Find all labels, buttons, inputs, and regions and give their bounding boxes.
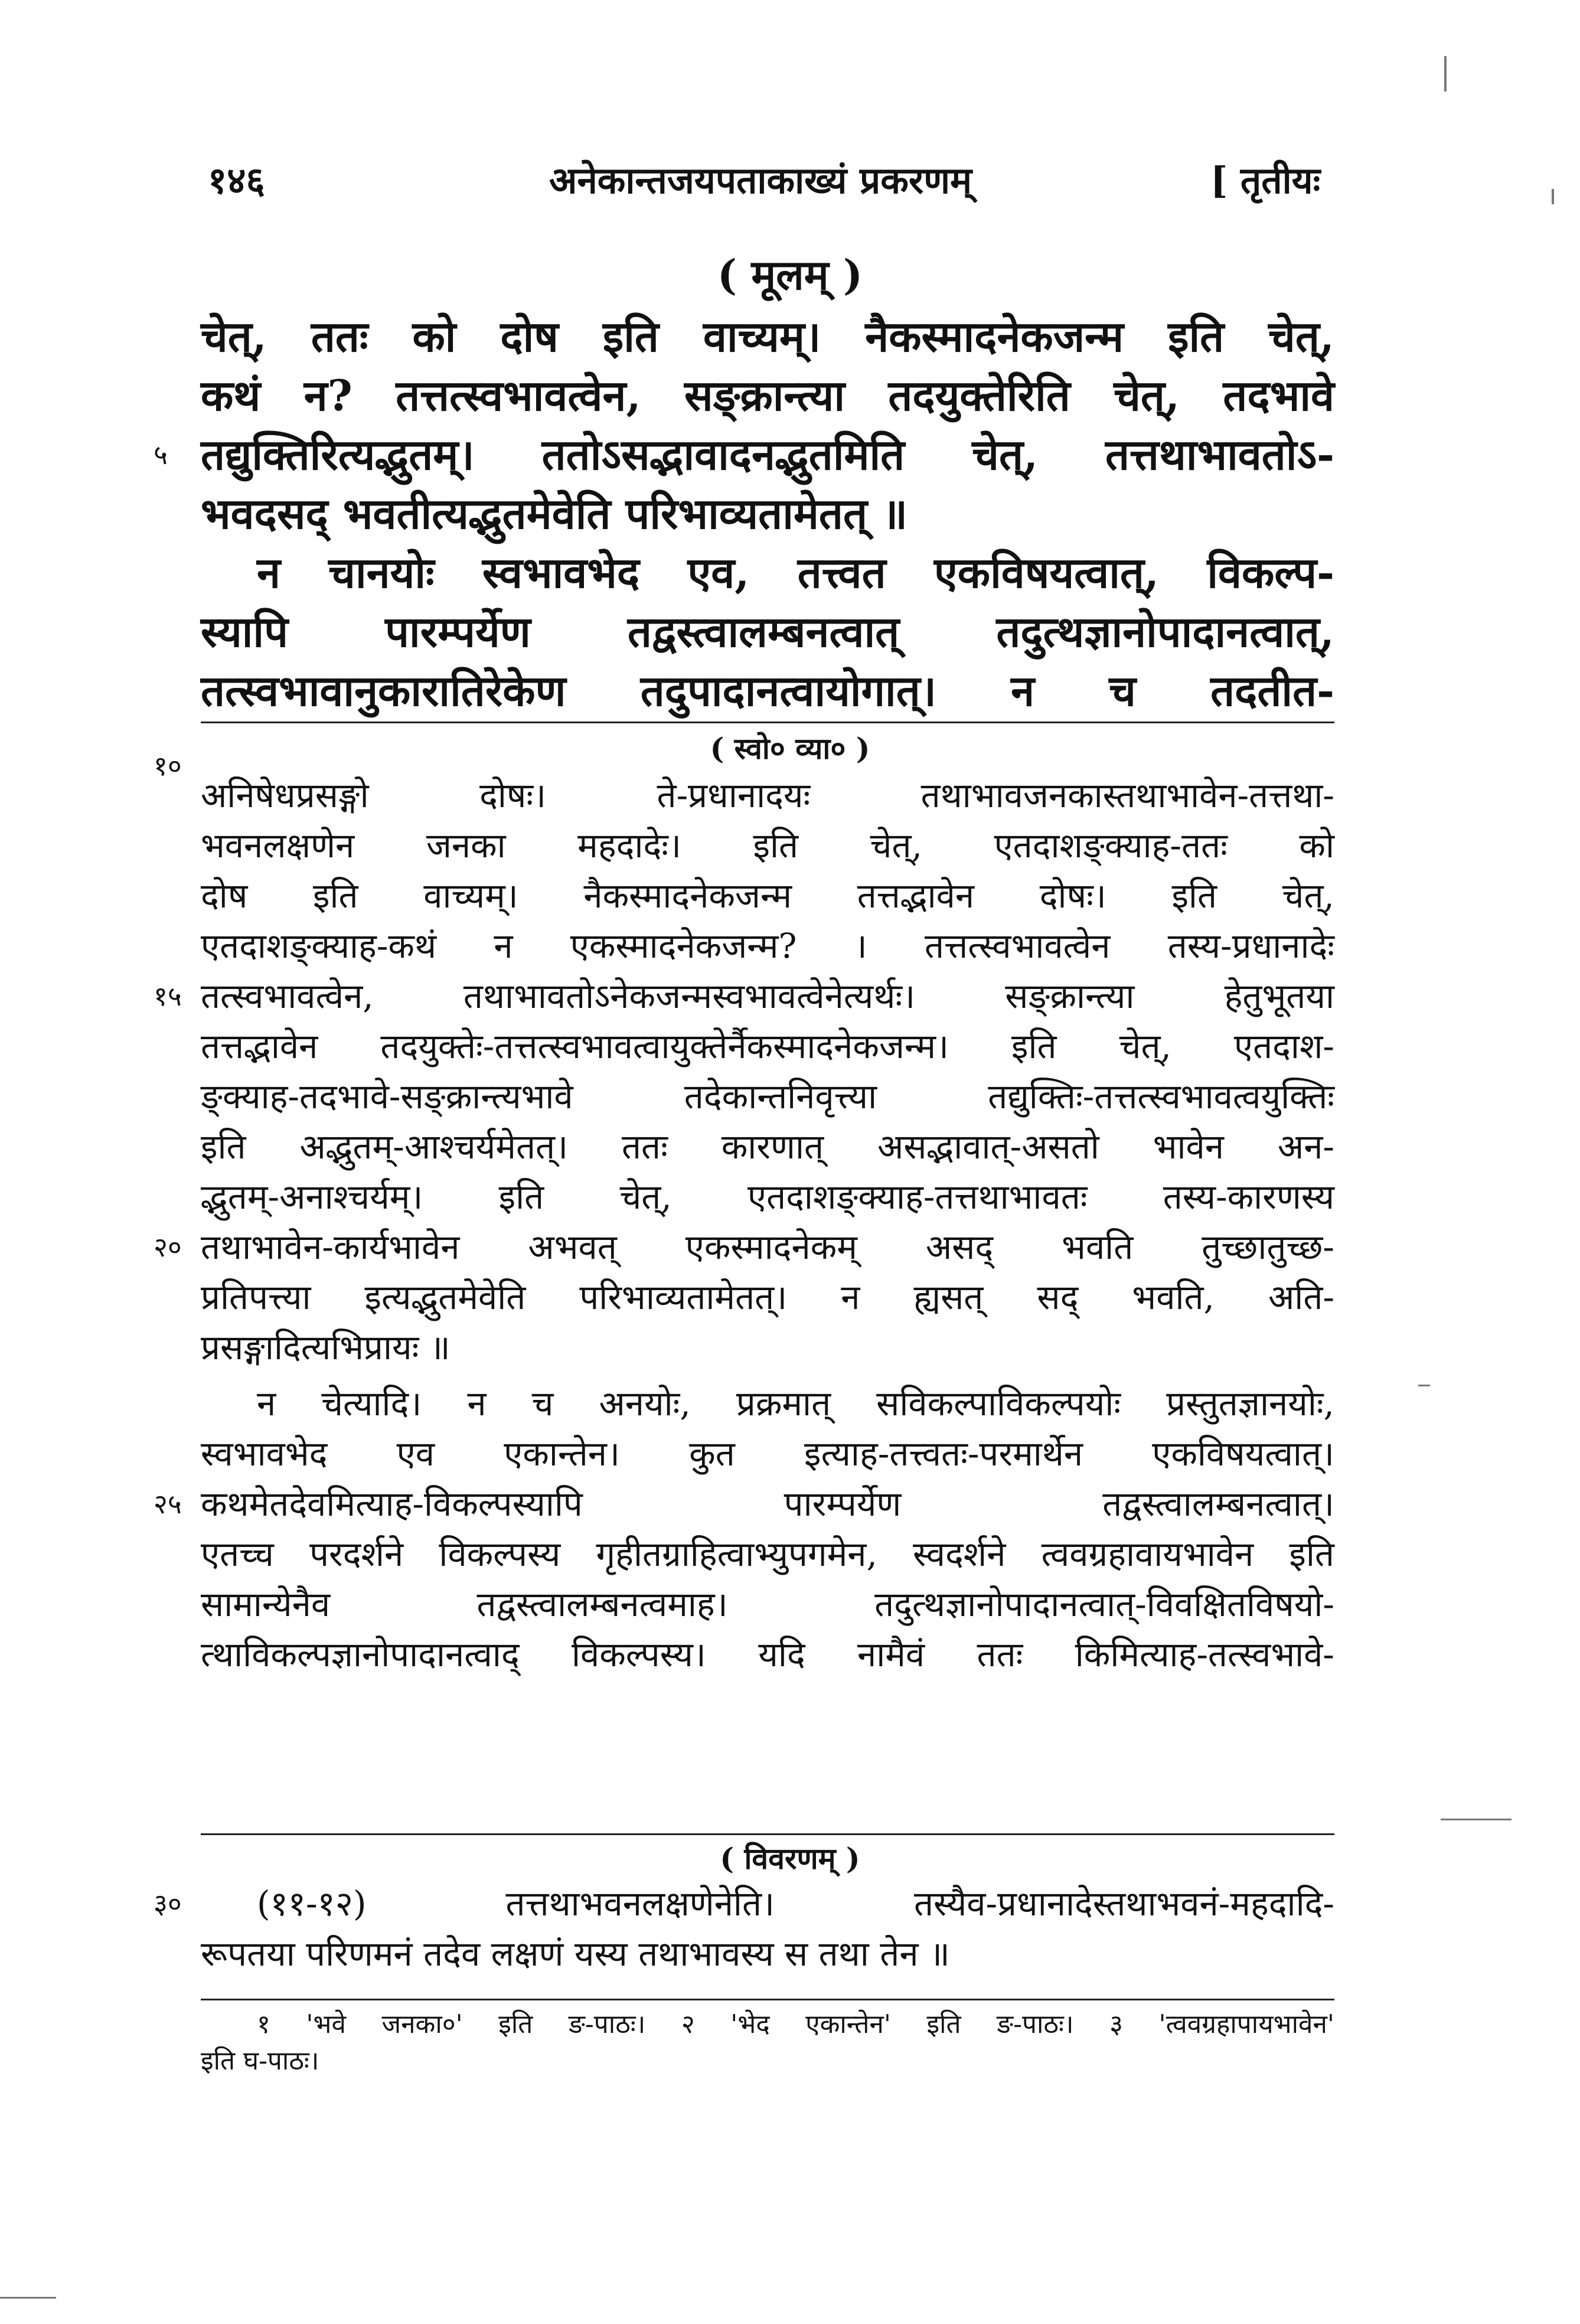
mula-line: ५ तद्युक्तिरित्यद्भुतम्। ततोऽसद्भावादनद्भुतमिति चेत्, तत्तथाभावतोऽ- <box>201 425 1334 484</box>
commentary-line: प्रसङ्गादित्यभिप्रायः ॥ <box>201 1327 451 1367</box>
line-number: १५ <box>154 980 182 1012</box>
section-divider <box>201 1833 1334 1835</box>
commentary-line: २५ कथमेतदेवमित्याह-विकल्पस्यापि पारम्पर्येण तद्वस्त्वालम्बनत्वात्। <box>201 1479 1334 1529</box>
commentary-heading: ( स्वो० व्या० ) <box>710 731 870 766</box>
commentary-line: दोष इति वाच्यम्। नैकस्मादनेकजन्म तत्तद्भावेन दोषः। इति चेत्, <box>201 876 1334 916</box>
commentary-line: १० अनिषेधप्रसङ्गो दोषः। ते-प्रधानादयः तथाभावजनकास्तथाभावेन-तत्तथा- <box>201 771 1334 821</box>
mula-heading: ( मूलम् ) <box>717 250 863 299</box>
commentary-line: एतदाशङ्क्याह-कथं न एकस्मादनेकजन्म? । तत्तत्स्वभावत्वेन तस्य-प्रधानादेः <box>201 926 1334 966</box>
mula-line: भवदसद् भवतीत्यद्भुतमेवेति परिभाव्यतामेतत् ॥ <box>201 488 908 538</box>
chapter-label: [ तृतीयः <box>1210 159 1321 202</box>
footnote-line: १ 'भवे जनका०' इति ङ-पाठः। २ 'भेद एकान्तेन' इति ङ-पाठः। ३ 'त्ववग्रहापायभावेन' <box>257 2009 1334 2039</box>
commentary-line: ङ्क्याह-तदभावे-सङ्क्रान्त्यभावे तदेकान्तनिवृत्त्या तद्युक्तिः-तत्तत्स्वभावत्वयुक्तिः <box>201 1076 1334 1117</box>
commentary-line: इति अद्भुतम्-आश्चर्यमेतत्। ततः कारणात् असद्भावात्-असतो भावेन अन- <box>201 1127 1334 1167</box>
commentary-line: त्थाविकल्पज्ञानोपादानत्वाद् विकल्पस्य। यदि नामैवं ततः किमित्याह-तत्स्वभावे- <box>201 1634 1334 1675</box>
running-title: अनेकान्तजयपताकाख्यं प्रकरणम् <box>549 159 972 202</box>
mula-text <box>154 307 1334 720</box>
line-number: १० <box>154 750 182 782</box>
commentary-text <box>154 750 1334 1680</box>
commentary-line: भवनलक्षणेन जनका महदादेः। इति चेत्, एतदाशङ्क्याह-ततः को <box>201 825 1334 866</box>
commentary-line: न चेत्यादि। न च अनयोः, प्रक्रमात् सविकल्पाविकल्पयोः प्रस्तुतज्ञानयोः, <box>257 1383 1334 1424</box>
vivarana-line: रूपतया परिणमनं तदेव लक्षणं यस्य तथाभावस्य स तथा तेन ॥ <box>201 1934 950 1974</box>
commentary-line: द्भुतम्-अनाश्चर्यम्। इति चेत्, एतदाशङ्क्याह-तत्तथाभावतः तस्य-कारणस्य <box>201 1177 1334 1217</box>
line-number: ३० <box>154 1888 182 1920</box>
commentary-line: एतच्च परदर्शने विकल्पस्य गृहीतग्राहित्वाभ्युपगमेन, स्वदर्शने त्ववग्रहावायभावेन इति <box>201 1534 1334 1574</box>
scan-mark <box>1444 56 1447 92</box>
footnote-divider <box>201 1999 1334 2000</box>
mula-line: न चानयोः स्वभावभेद एव, तत्त्वत एकविषयत्वात्, विकल्प- <box>257 547 1334 598</box>
line-number: ५ <box>154 439 168 471</box>
scan-mark <box>0 2297 56 2299</box>
vivarana-text <box>154 1879 1334 1979</box>
footnotes <box>201 2006 1334 2080</box>
mula-line: स्यापि पारम्पर्येण तद्वस्त्वालम्बनत्वात् तदुत्थज्ञानोपादानत्वात्, <box>201 606 1334 657</box>
commentary-line: स्वभावभेद एव एकान्तेन। कुत इत्याह-तत्त्वतः-परमार्थेन एकविषयत्वात्। <box>201 1434 1334 1474</box>
commentary-line: प्रतिपत्त्या इत्यद्भुतमेवेति परिभाव्यतामेतत्। न ह्यसत् सद् भवति, अति- <box>201 1277 1334 1317</box>
vivarana-line: ३० (११-१२) तत्तथाभवनलक्षणेनेति। तस्यैव-प्रधानादेस्तथाभवनं-महदादि- <box>201 1879 1334 1929</box>
commentary-line: तत्तद्भावेन तदयुक्तेः-तत्तत्स्वभावत्वायुक्तेर्नैकस्मादनेकजन्म। इति चेत्, एतदाश- <box>201 1026 1334 1066</box>
commentary-line: २० तथाभावेन-कार्यभावेन अभवत् एकस्मादनेकम् असद् भवति तुच्छातुच्छ- <box>201 1222 1334 1272</box>
footnote-line: इति घ-पाठः। <box>201 2046 319 2076</box>
commentary-line: सामान्येनैव तद्वस्त्वालम्बनत्वमाह। तदुत्थज्ञानोपादानत्वात्-विवक्षितविषयो- <box>201 1584 1334 1624</box>
scan-mark <box>1552 189 1554 204</box>
mula-line: चेत्, ततः को दोष इति वाच्यम्। नैकस्मादनेकजन्म इति चेत्, <box>201 311 1334 361</box>
mula-line: तत्स्वभावानुकारातिरेकेण तदुपादानत्वायोगात्। न च तदतीत- <box>201 665 1334 716</box>
mula-line: कथं न? तत्तत्स्वभावत्वेन, सङ्क्रान्त्या तदयुक्तेरिति चेत्, तदभावे <box>201 370 1334 420</box>
scan-mark <box>1418 1385 1430 1386</box>
line-number: २० <box>154 1231 182 1263</box>
page-number: १४६ <box>208 159 265 202</box>
commentary-line: १५ तत्स्वभावत्वेन, तथाभावतोऽनेकजन्मस्वभावत्वेनेत्यर्थः। सङ्क्रान्त्या हेतुभूतया <box>201 971 1334 1021</box>
scan-mark <box>1441 1819 1512 1820</box>
vivarana-heading: ( विवरणम् ) <box>720 1841 860 1876</box>
section-divider <box>201 722 1334 723</box>
line-number: २५ <box>154 1488 182 1520</box>
